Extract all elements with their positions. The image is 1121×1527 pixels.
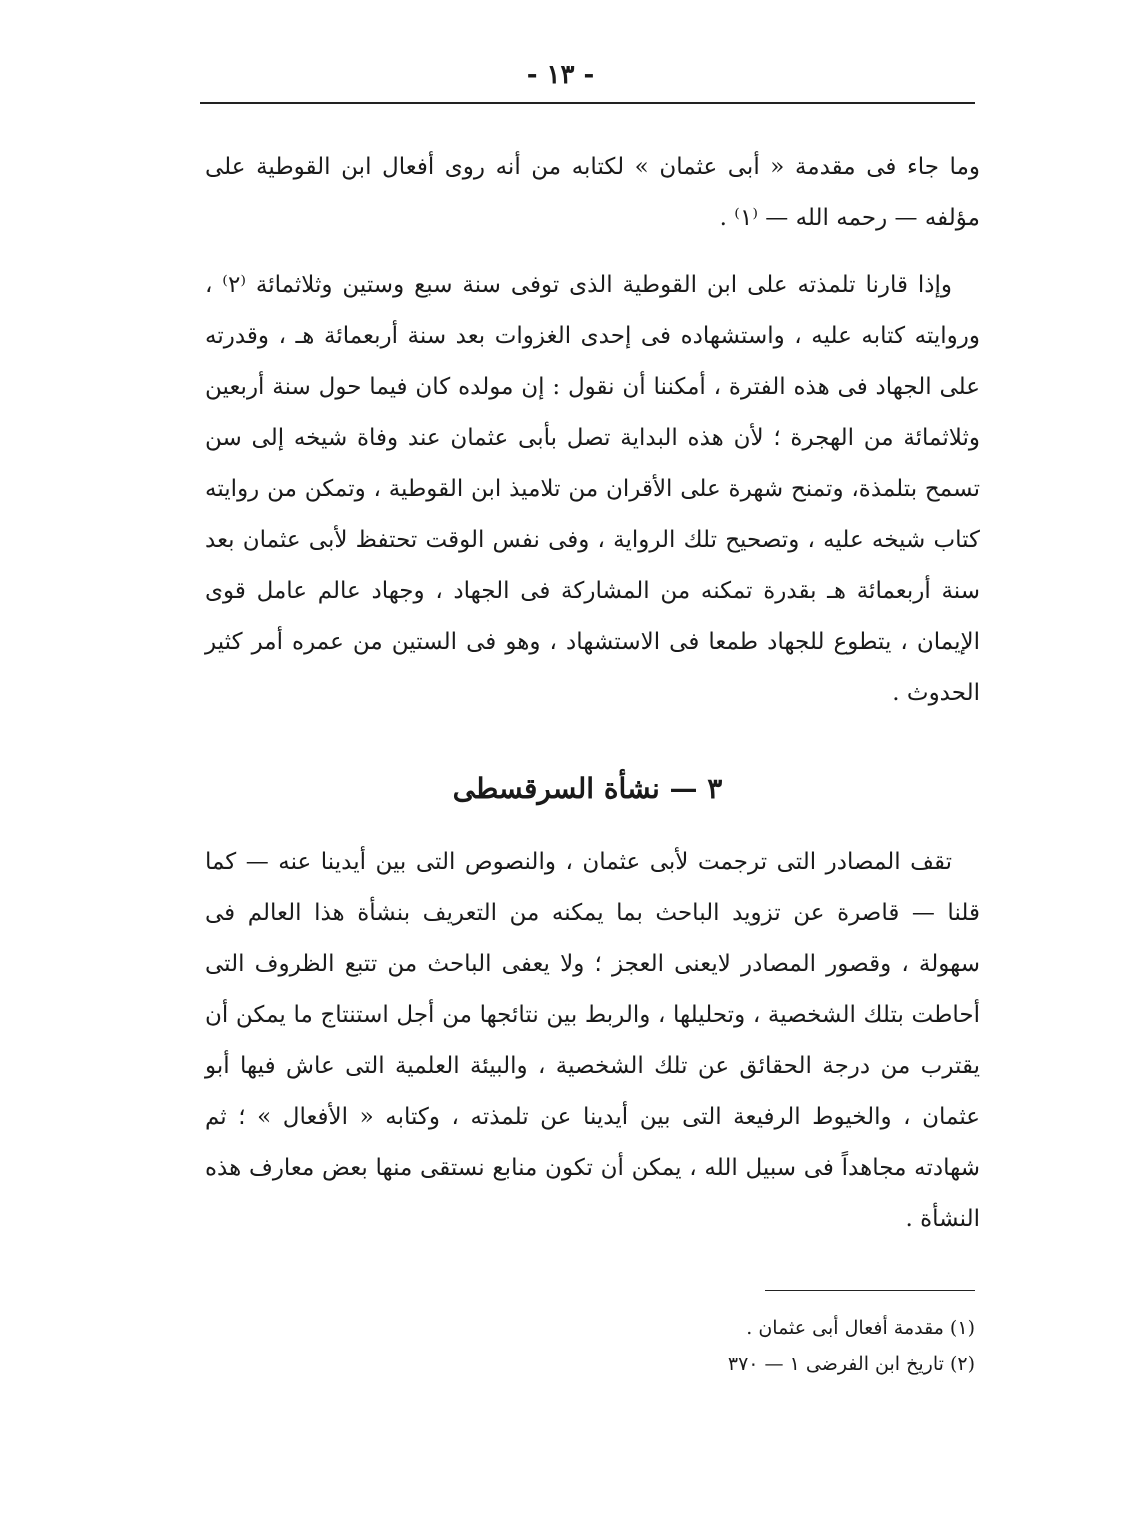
header-rule [200,102,975,104]
footnote-1: (١) مقدمة أفعال أبى عثمان . [746,1317,975,1339]
paragraph-intro-text: وما جاء فى مقدمة « أبى عثمان » لكتابه من أنه روى أفعال ابن القوطية على مؤلفه — رحمه الله — ⁽١⁾ . [205,154,980,231]
paragraph-upbringing [205,837,980,1245]
paragraph-birth-date [205,260,980,719]
paragraph-upbringing-text: تقف المصادر التى ترجمت لأبى عثمان ، والنصوص التى بين أيدينا عنه — كما قلنا — قاصرة عن تزويد الباحث بما يمكنه من التعريف بنشأة هذا العالم فى سهولة ، وقصور المصادر لايعنى العجز ؛ ولا يعفى الباحث من تتبع الظروف التى أحاطت بتلك الشخصية ، وتحليلها ، والربط بين نتائجها من أجل استنتاج ما يمكن أن يقترب من درجة الحقائق عن تلك الشخصية ، والبيئة العلمية التى عاش فيها أبو عثمان ، والخيوط الرفيعة التى بين أيدينا عن تلمذته ، وكتابه « الأفعال » ؛ ثم شهادته مجاهداً فى سبيل الله ، يمكن أن تكون منابع نستقى منها بعض معارف هذه النشأة . [205,849,980,1232]
paragraph-intro [205,142,980,244]
footnote-rule [765,1290,975,1291]
section-heading: ٣ — نشأة السرقسطى [452,772,723,805]
footnote-2: (٢) تاريخ ابن الفرضى ١ — ٣٧٠ [727,1353,975,1375]
paragraph-birth-date-text: وإذا قارنا تلمذته على ابن القوطية الذى توفى سنة سبع وستين وثلاثمائة ⁽٢⁾ ، وروايته كتابه عليه ، واستشهاده فى إحدى الغزوات بعد سنة أربعمائة هـ ، وقدرته على الجهاد فى هذه الفترة ، أمكننا أن نقول : إن مولده كان فيما حول سنة أربعين وثلاثمائة من الهجرة ؛ لأن هذه البداية تصل بأبى عثمان عند وفاة شيخه إلى سن تسمح بتلمذة، وتمنح شهرة على الأقران من تلاميذ ابن القوطية ، وتمكن من روايته كتاب شيخه عليه ، وتصحيح تلك الرواية ، وفى نفس الوقت تحتفظ لأبى عثمان بعد سنة أربعمائة هـ بقدرة تمكنه من المشاركة فى الجهاد ، وجهاد عالم عامل قوى الإيمان ، يتطوع للجهاد طمعا فى الاستشهاد ، وهو فى الستين من عمره أمر كثير الحدوث . [205,272,980,706]
footnotes [560,1310,975,1382]
page-number: - ١٣ - [526,60,595,90]
